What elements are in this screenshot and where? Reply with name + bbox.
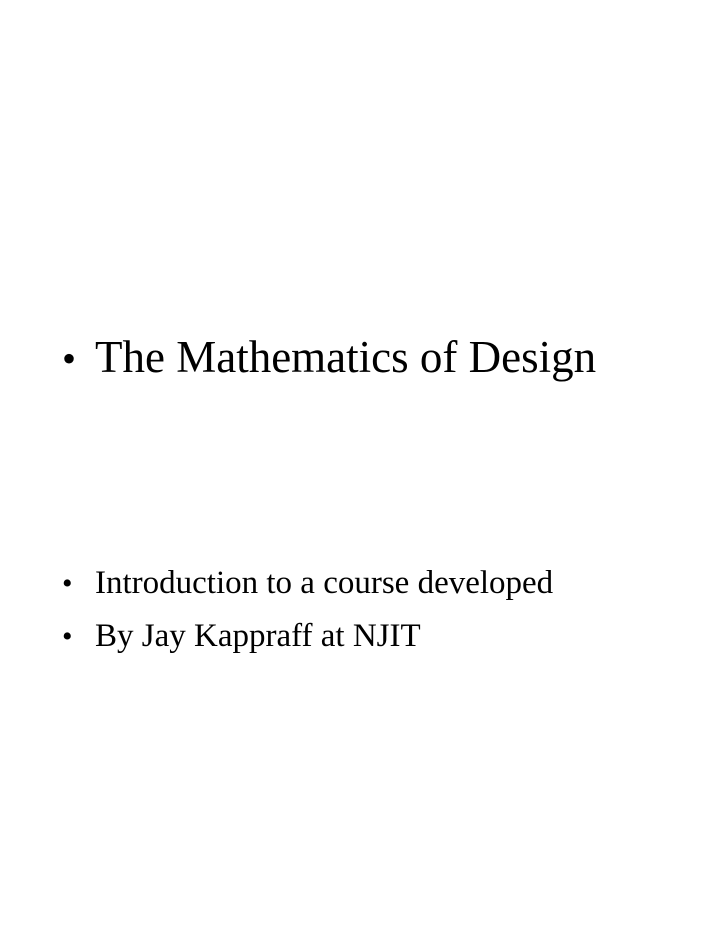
bullet-icon: •: [62, 336, 77, 381]
body-bullet-list: [62, 560, 553, 666]
body-bullet-text: By Jay Kappraff at NJIT: [95, 618, 421, 654]
bullet-icon: •: [62, 620, 73, 653]
bullet-icon: •: [62, 567, 73, 600]
title-bullet-item: [62, 328, 596, 388]
body-bullet-item: [62, 613, 553, 660]
body-bullet-text: Introduction to a course developed: [95, 565, 554, 601]
body-bullet-item: [62, 560, 553, 607]
slide-title: The Mathematics of Design: [95, 332, 597, 382]
title-bullet-list: [62, 328, 596, 388]
